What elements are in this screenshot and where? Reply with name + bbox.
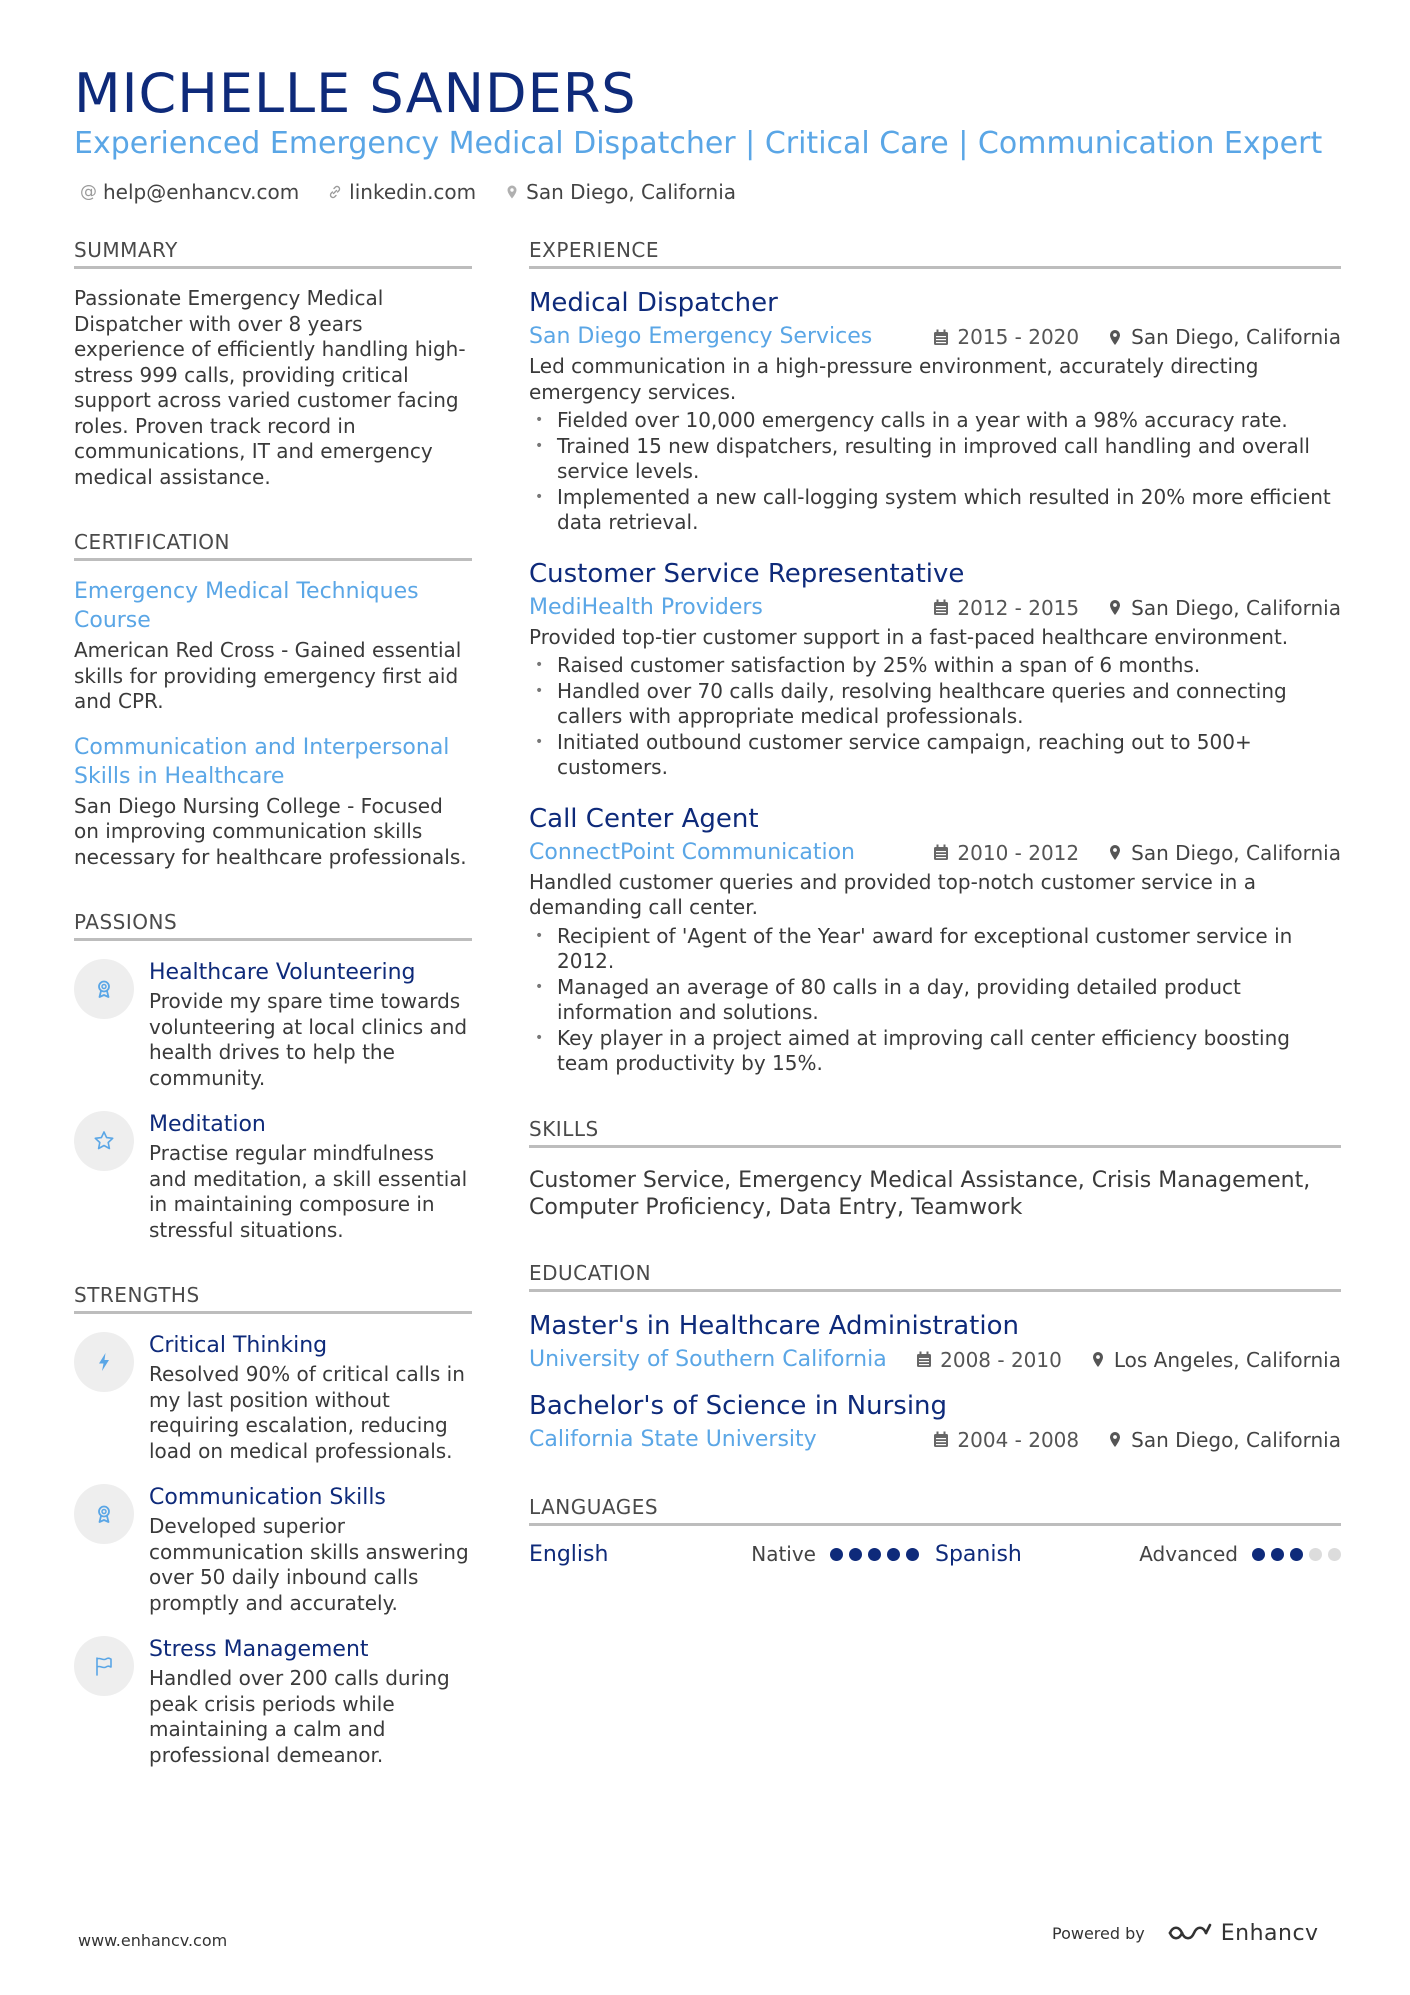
location-pin-icon <box>1107 1431 1123 1448</box>
education-dates-text: 2004 - 2008 <box>957 1427 1080 1452</box>
contact-email[interactable] <box>80 179 299 205</box>
language-item <box>935 1542 1341 1567</box>
location-pin-icon <box>1107 599 1123 616</box>
rating-dot-filled <box>1290 1548 1303 1561</box>
education-section <box>529 1259 1341 1455</box>
right-column <box>529 236 1341 1567</box>
job-entry <box>529 287 1341 536</box>
job-meta <box>529 593 1341 623</box>
job-title: Medical Dispatcher <box>529 288 778 318</box>
job-entry <box>529 558 1341 781</box>
job-title: Customer Service Representative <box>529 558 965 589</box>
education-location-text: Los Angeles, California <box>1113 1347 1341 1372</box>
location-pin-icon <box>1107 844 1123 861</box>
footer-branding <box>1052 1920 1319 1946</box>
education-entry <box>529 1310 1341 1375</box>
strength-desc: Developed superior communication skills answering over 50 daily inbound calls promptly and accurately. <box>149 1514 469 1615</box>
language-name: English <box>529 1541 609 1567</box>
summary-section <box>74 236 472 490</box>
job-location <box>1107 325 1341 349</box>
passion-title: Meditation <box>149 1112 266 1137</box>
job-description: Provided top-tier customer support in a fast-paced healthcare environment. <box>529 624 1289 649</box>
section-title: SKILLS <box>529 1115 1341 1148</box>
passion-desc: Provide my spare time towards volunteering at local clinics and health drives to help the community. <box>149 989 468 1090</box>
education-entry <box>529 1390 1341 1455</box>
passion-body <box>149 1111 472 1243</box>
rating-dot-filled <box>830 1548 843 1561</box>
candidate-name: MICHELLE SANDERS <box>74 62 637 125</box>
rating-dot-filled <box>849 1548 862 1561</box>
contact-location <box>504 179 736 205</box>
passion-item <box>74 1111 472 1243</box>
enhancv-logo-icon <box>1167 1920 1213 1946</box>
education-location <box>1107 1428 1341 1452</box>
rating-dot-filled <box>1252 1548 1265 1561</box>
powered-by-text: Powered by <box>1052 1923 1145 1943</box>
strength-body <box>149 1484 472 1616</box>
job-description: Handled customer queries and provided top-notch customer service in a demanding call center. <box>529 869 1256 919</box>
job-entry <box>529 803 1341 1077</box>
skills-text: Customer Service, Emergency Medical Assistance, Crisis Management, Computer Proficiency, Data Entry, Teamwork <box>529 1167 1311 1220</box>
contact-email-text: help@enhancv.com <box>103 180 300 204</box>
job-bullet: • Managed an average of 80 calls in a day, providing detailed product information and solutions. <box>529 975 1341 1026</box>
calendar-icon <box>916 1351 932 1368</box>
calendar-icon <box>933 1431 949 1448</box>
strength-desc: Handled over 200 calls during peak crisis periods while maintaining a calm and professional demeanor. <box>149 1666 450 1767</box>
education-dates-text: 2008 - 2010 <box>940 1347 1062 1372</box>
job-location-text: San Diego, California <box>1131 595 1341 620</box>
degree-title: Master's in Healthcare Administration <box>529 1310 1019 1341</box>
strength-title: Critical Thinking <box>149 1333 328 1358</box>
job-meta <box>529 838 1341 868</box>
job-dates <box>933 841 1079 865</box>
contact-location-text: San Diego, California <box>526 180 737 204</box>
rating-dot-filled <box>1271 1548 1284 1561</box>
job-bullet: • Raised customer satisfaction by 25% within a span of 6 months. <box>529 653 1341 679</box>
education-location-text: San Diego, California <box>1131 1427 1341 1452</box>
section-title: EXPERIENCE <box>529 236 1341 269</box>
experience-section <box>529 236 1341 1077</box>
cert-desc: San Diego Nursing College - Focused on improving communication skills necessary for healthcare professionals. <box>74 793 467 869</box>
section-title: SUMMARY <box>74 236 472 269</box>
passion-item <box>74 959 472 1091</box>
job-dates-text: 2010 - 2012 <box>957 840 1080 865</box>
language-name: Spanish <box>935 1541 1022 1567</box>
strength-item <box>74 1636 472 1768</box>
contact-bar <box>80 179 736 205</box>
language-rating <box>1252 1548 1341 1561</box>
strength-body <box>149 1636 472 1768</box>
job-bullet: • Initiated outbound customer service campaign, reaching out to 500+ customers. <box>529 730 1341 781</box>
brand-name: Enhancv <box>1220 1920 1319 1946</box>
calendar-icon <box>933 329 949 346</box>
education-dates <box>916 1348 1062 1372</box>
strength-item <box>74 1484 472 1616</box>
star-icon <box>74 1111 134 1171</box>
job-location-text: San Diego, California <box>1131 325 1341 349</box>
strength-title: Communication Skills <box>149 1485 386 1510</box>
job-bullet: • Recipient of 'Agent of the Year' award for exceptional customer service in 2012. <box>529 924 1341 975</box>
job-bullets <box>529 653 1341 781</box>
strengths-section <box>74 1281 472 1768</box>
calendar-icon <box>933 599 949 616</box>
cert-title: Emergency Medical Techniques Course <box>74 579 419 633</box>
section-title: LANGUAGES <box>529 1493 1341 1526</box>
company-name: ConnectPoint Communication <box>529 839 855 865</box>
job-bullet: • Trained 15 new dispatchers, resulting in improved call handling and overall service levels. <box>529 434 1341 485</box>
link-icon <box>327 184 343 200</box>
job-dates-text: 2012 - 2015 <box>957 595 1080 620</box>
rating-dot-filled <box>906 1548 919 1561</box>
job-meta-right <box>933 596 1341 620</box>
rating-dot-filled <box>887 1548 900 1561</box>
section-title: PASSIONS <box>74 908 472 941</box>
summary-text: Passionate Emergency Medical Dispatcher with over 8 years experience of efficiently handling high-stress 999 calls, providing critical support across varied customer facing roles. Proven track record in communications, IT and emergency medical assistance. <box>74 286 466 489</box>
lightning-bolt-icon <box>74 1332 134 1392</box>
section-title: CERTIFICATION <box>74 528 472 561</box>
award-ribbon-icon <box>74 959 134 1019</box>
education-location <box>1090 1348 1341 1372</box>
job-bullets <box>529 408 1341 536</box>
section-title: EDUCATION <box>529 1259 1341 1292</box>
job-description: Led communication in a high-pressure environment, accurately directing emergency services. <box>529 354 1259 404</box>
school-name: University of Southern California <box>529 1346 887 1372</box>
language-rating <box>830 1548 919 1561</box>
job-title: Call Center Agent <box>529 803 759 834</box>
company-name: San Diego Emergency Services <box>529 324 873 349</box>
job-location <box>1107 841 1341 865</box>
passion-desc: Practise regular mindfulness and meditation, a skill essential in maintaining composure in stressful situations. <box>149 1141 468 1242</box>
contact-linkedin[interactable] <box>327 179 476 205</box>
job-bullet: • Fielded over 10,000 emergency calls in a year with a 98% accuracy rate. <box>529 408 1341 434</box>
job-dates <box>933 596 1079 620</box>
strength-desc: Resolved 90% of critical calls in my last position without requiring escalation, reducing load on medical professionals. <box>149 1362 465 1463</box>
rating-dot-filled <box>868 1548 881 1561</box>
cert-item <box>74 577 472 715</box>
skills-section <box>529 1115 1341 1221</box>
job-bullet: • Implemented a new call-logging system which resulted in 20% more efficient data retrieval. <box>529 485 1341 536</box>
certification-section <box>74 528 472 870</box>
job-meta <box>529 322 1341 352</box>
passions-section <box>74 908 472 1243</box>
language-level: Native <box>751 1542 816 1566</box>
job-meta-right <box>933 325 1341 349</box>
job-dates <box>933 325 1079 349</box>
rating-dot-empty <box>1328 1548 1341 1561</box>
footer-website[interactable]: www.enhancv.com <box>78 1931 228 1950</box>
language-item <box>529 1542 919 1567</box>
flag-icon <box>74 1636 134 1696</box>
education-meta <box>529 1345 1341 1375</box>
company-name: MediHealth Providers <box>529 594 763 620</box>
language-level: Advanced <box>1139 1542 1238 1566</box>
left-column <box>74 236 472 1768</box>
job-location <box>1107 596 1341 620</box>
passion-body <box>149 959 472 1091</box>
education-meta <box>529 1425 1341 1455</box>
education-meta-right <box>916 1348 1341 1372</box>
cert-desc: American Red Cross - Gained essential skills for providing emergency first aid and CPR. <box>74 638 462 713</box>
degree-title: Bachelor's of Science in Nursing <box>529 1390 948 1421</box>
education-meta-right <box>933 1428 1341 1452</box>
job-bullets <box>529 924 1341 1077</box>
school-name: California State University <box>529 1426 817 1452</box>
rating-dot-empty <box>1309 1548 1322 1561</box>
strength-body <box>149 1332 472 1464</box>
cert-item <box>74 733 472 871</box>
job-meta-right <box>933 841 1341 865</box>
cert-title: Communication and Interpersonal Skills in Healthcare <box>74 734 450 789</box>
job-bullet: • Key player in a project aimed at improving call center efficiency boosting team productivity by 15%. <box>529 1026 1341 1077</box>
candidate-tagline: Experienced Emergency Medical Dispatcher | Critical Care | Communication Expert <box>74 126 1323 161</box>
location-pin-icon <box>1107 329 1123 346</box>
education-dates <box>933 1428 1079 1452</box>
section-title: STRENGTHS <box>74 1281 472 1314</box>
strength-item <box>74 1332 472 1464</box>
calendar-icon <box>933 844 949 861</box>
brand-logo[interactable] <box>1167 1920 1319 1946</box>
at-icon: @ <box>80 182 97 202</box>
job-location-text: San Diego, California <box>1131 840 1341 865</box>
job-dates-text: 2015 - 2020 <box>957 325 1080 349</box>
strength-title: Stress Management <box>149 1637 369 1662</box>
languages-section <box>529 1493 1341 1567</box>
passion-title: Healthcare Volunteering <box>149 960 416 985</box>
languages-row <box>529 1542 1341 1567</box>
location-pin-icon <box>504 184 520 200</box>
location-pin-icon <box>1090 1351 1106 1368</box>
contact-linkedin-text: linkedin.com <box>349 180 477 204</box>
job-bullet: • Handled over 70 calls daily, resolving healthcare queries and connecting callers with appropriate medical professionals. <box>529 679 1341 730</box>
award-ribbon-icon <box>74 1484 134 1544</box>
